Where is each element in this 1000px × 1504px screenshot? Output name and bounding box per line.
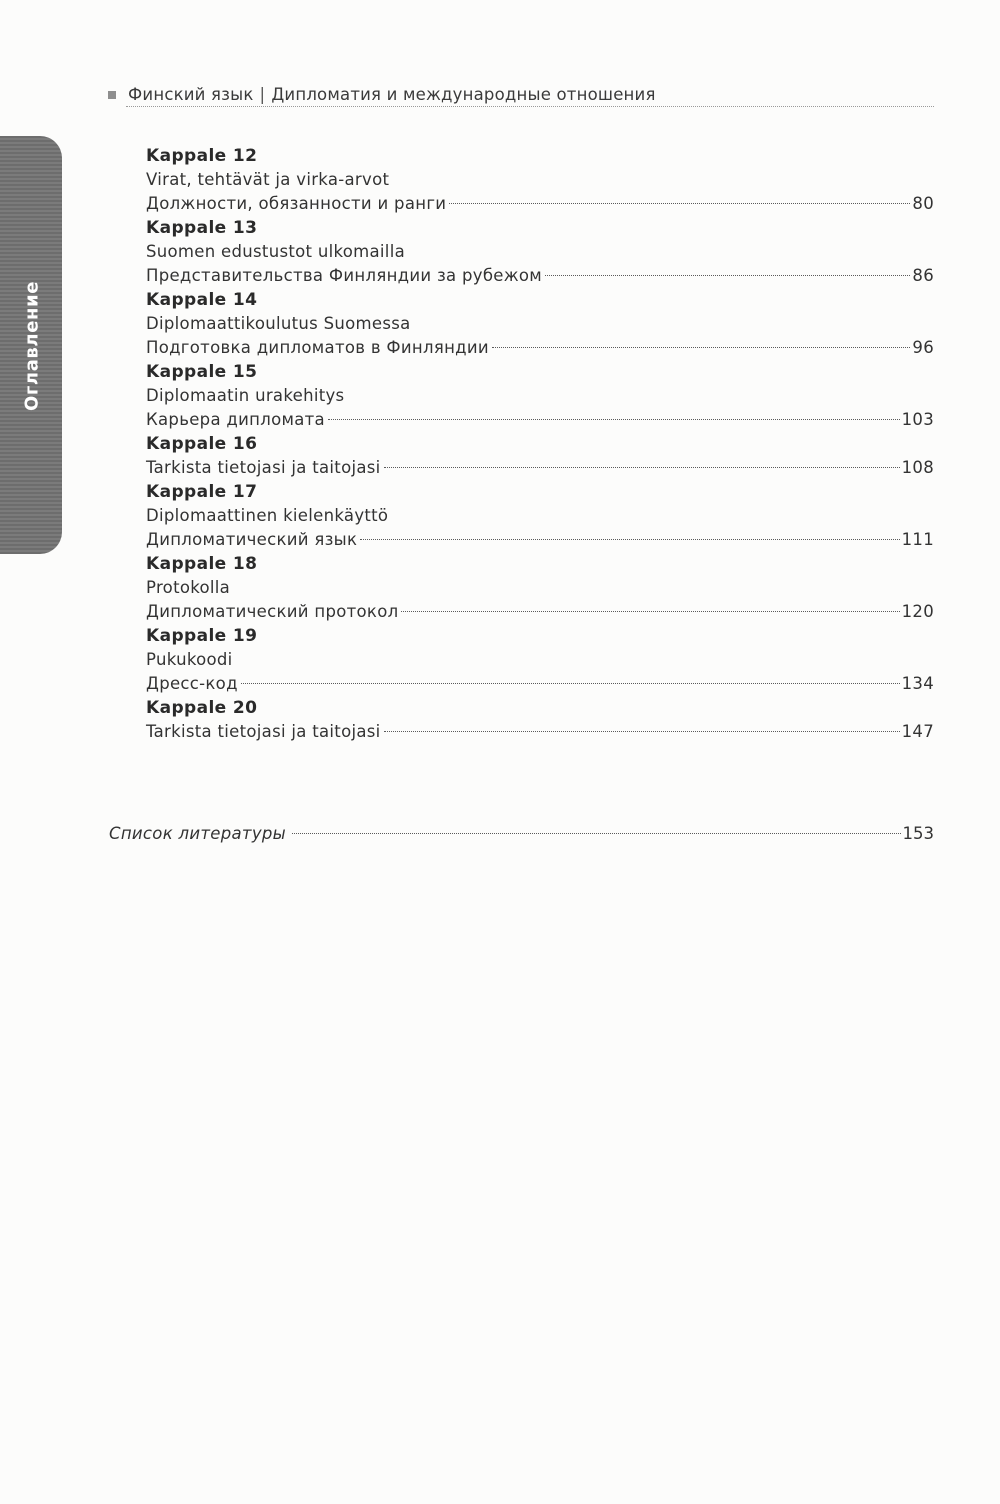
page-number: 86 xyxy=(912,266,934,285)
header-subject: Финский язык xyxy=(128,84,254,104)
chapter-title-fi: Virat, tehtävät ja virka-arvot xyxy=(146,170,390,189)
dot-leader xyxy=(401,611,899,612)
chapter-number: Kappale 13 xyxy=(146,218,258,238)
chapter-number: Kappale 14 xyxy=(146,290,258,310)
chapter-title-ru: Дипломатический язык xyxy=(146,530,358,549)
toc-chapter-20 xyxy=(146,696,934,744)
references-title: Список литературы xyxy=(109,824,287,843)
page-number: 147 xyxy=(901,722,934,741)
toc-chapter-13 xyxy=(146,216,934,288)
toc-entry[interactable] xyxy=(146,192,934,216)
toc-entry[interactable] xyxy=(146,528,934,552)
dot-leader xyxy=(360,539,899,540)
dot-leader xyxy=(384,467,900,468)
table-of-contents xyxy=(146,144,934,744)
side-tab-label: Оглавление xyxy=(21,280,43,412)
toc-chapter-14 xyxy=(146,288,934,360)
chapter-title-ru: Представительства Финляндии за рубежом xyxy=(146,266,543,285)
chapter-number: Kappale 16 xyxy=(146,434,258,454)
running-header xyxy=(108,82,933,106)
header-rule xyxy=(126,106,934,107)
chapter-number: Kappale 15 xyxy=(146,362,258,382)
header-separator: | xyxy=(259,84,266,104)
dot-leader xyxy=(449,203,910,204)
page-number: 103 xyxy=(901,410,934,429)
toc-references-entry[interactable] xyxy=(109,822,934,846)
chapter-number: Kappale 12 xyxy=(146,146,258,166)
chapter-title-fi: Suomen edustustot ulkomailla xyxy=(146,242,405,261)
toc-entry[interactable] xyxy=(146,456,934,480)
dot-leader xyxy=(328,419,900,420)
toc-entry[interactable] xyxy=(146,264,934,288)
chapter-title: Tarkista tietojasi ja taitojasi xyxy=(146,722,381,741)
dot-leader xyxy=(545,275,910,276)
header-square-icon xyxy=(108,91,116,99)
chapter-number: Kappale 17 xyxy=(146,482,258,502)
chapter-title-ru: Карьера дипломата xyxy=(146,410,325,429)
dot-leader xyxy=(384,731,900,732)
toc-entry[interactable] xyxy=(146,336,934,360)
toc-chapter-18 xyxy=(146,552,934,624)
toc-entry[interactable] xyxy=(146,672,934,696)
chapter-title-ru: Дресс-код xyxy=(146,674,238,693)
chapter-title-ru: Должности, обязанности и ранги xyxy=(146,194,447,213)
chapter-title-fi: Diplomaattinen kielenkäyttö xyxy=(146,506,389,525)
chapter-title-fi: Pukukoodi xyxy=(146,650,233,669)
page-number: 153 xyxy=(902,824,934,843)
chapter-title-ru: Дипломатический протокол xyxy=(146,602,399,621)
page-number: 80 xyxy=(912,194,934,213)
toc-chapter-17 xyxy=(146,480,934,552)
toc-chapter-16 xyxy=(146,432,934,480)
header-topic: Дипломатия и международные отношения xyxy=(271,84,656,104)
chapter-number: Kappale 18 xyxy=(146,554,258,574)
toc-chapter-19 xyxy=(146,624,934,696)
toc-chapter-12 xyxy=(146,144,934,216)
chapter-title-fi: Protokolla xyxy=(146,578,231,597)
chapter-number: Kappale 19 xyxy=(146,626,258,646)
page-number: 120 xyxy=(901,602,934,621)
page-number: 96 xyxy=(912,338,934,357)
chapter-number: Kappale 20 xyxy=(146,698,258,718)
chapter-title-ru: Подготовка дипломатов в Финляндии xyxy=(146,338,489,357)
dot-leader xyxy=(241,683,900,684)
toc-entry[interactable] xyxy=(146,720,934,744)
side-thumb-tab xyxy=(0,136,62,554)
toc-entry[interactable] xyxy=(146,600,934,624)
chapter-title: Tarkista tietojasi ja taitojasi xyxy=(146,458,381,477)
toc-chapter-15 xyxy=(146,360,934,432)
page-number: 134 xyxy=(901,674,934,693)
dot-leader xyxy=(292,833,900,834)
page-number: 111 xyxy=(901,530,934,549)
page-number: 108 xyxy=(901,458,934,477)
chapter-title-fi: Diplomaatin urakehitys xyxy=(146,386,345,405)
dot-leader xyxy=(492,347,910,348)
toc-entry[interactable] xyxy=(146,408,934,432)
chapter-title-fi: Diplomaattikoulutus Suomessa xyxy=(146,314,411,333)
